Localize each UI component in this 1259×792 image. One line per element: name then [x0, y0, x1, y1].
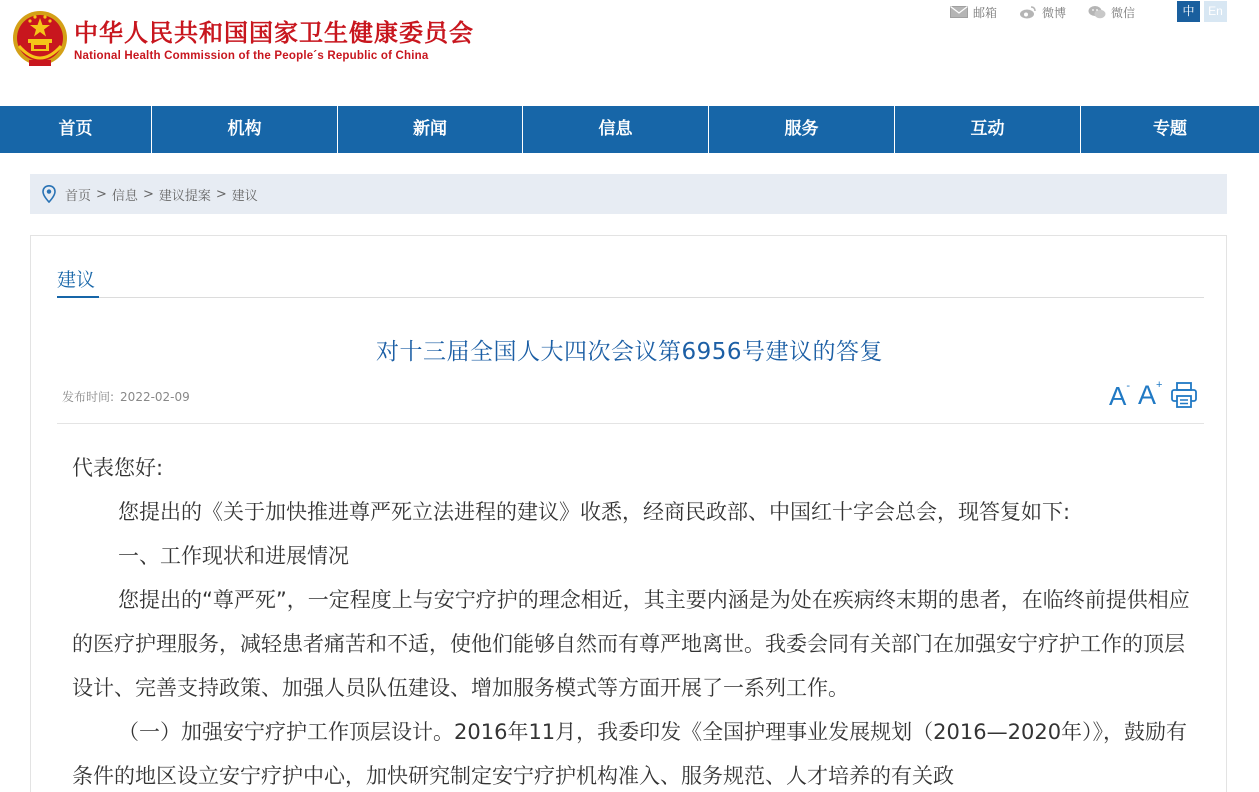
- wechat-link[interactable]: [1088, 4, 1135, 21]
- breadcrumb-home[interactable]: 首页: [65, 188, 92, 204]
- breadcrumb-separator: >: [96, 186, 107, 202]
- font-decrease-sup: -: [1126, 380, 1131, 393]
- lang-zh-button[interactable]: 中: [1177, 1, 1200, 22]
- nav-topics[interactable]: 专题: [1153, 119, 1187, 139]
- national-emblem-icon[interactable]: [11, 8, 69, 70]
- article-paragraph: （一）加强安宁疗护工作顶层设计。2016年11月，我委印发《全国护理事业发展规划（2016—2020年）》，鼓励有条件的地区设立安宁疗护中心，加快研究制定安宁疗护机构准入、服务规范、人才培养的有关政: [72, 720, 1188, 788]
- breadcrumb-proposals[interactable]: 建议提案: [158, 188, 211, 204]
- publish-date: 2022-02-09: [120, 390, 190, 404]
- article-paragraph: 您提出的《关于加快推进尊严死立法进程的建议》收悉，经商民政部、中国红十字会总会，现答复如下:: [118, 500, 1071, 524]
- top-links: [950, 3, 1157, 21]
- section-divider: [57, 297, 1204, 298]
- location-pin-icon: [42, 185, 56, 203]
- nav-institutions[interactable]: 机构: [152, 106, 338, 153]
- nav-information[interactable]: 信息: [523, 106, 709, 153]
- mail-link[interactable]: [950, 4, 997, 21]
- nav-home[interactable]: 首页: [0, 106, 152, 153]
- weibo-label: 微博: [1042, 5, 1067, 20]
- article-title: 对十三届全国人大四次会议第6956号建议的答复: [375, 339, 884, 365]
- section-tab-underline: [57, 296, 99, 298]
- site-header: [0, 0, 1259, 106]
- breadcrumb-separator: >: [142, 186, 154, 202]
- wechat-label: 微信: [1111, 5, 1136, 20]
- font-decrease-button[interactable]: [1109, 380, 1131, 411]
- font-decrease-label: A: [1109, 381, 1127, 411]
- publish-label: 发布时间:: [62, 390, 115, 404]
- wechat-icon: [1088, 5, 1106, 19]
- nav-services[interactable]: 服务: [709, 106, 895, 153]
- lang-en-button[interactable]: En: [1204, 1, 1227, 22]
- main-nav: [0, 106, 1259, 153]
- nav-news[interactable]: 新闻: [338, 106, 523, 153]
- article-salutation: 代表您好:: [72, 456, 164, 480]
- font-increase-sup: +: [1156, 379, 1163, 391]
- breadcrumb-suggestions[interactable]: 建议: [231, 188, 258, 204]
- nav-interaction[interactable]: 互动: [895, 106, 1081, 153]
- weibo-icon: [1019, 5, 1037, 19]
- content-panel: [30, 235, 1227, 792]
- meta-divider: [57, 423, 1204, 424]
- mail-icon: [950, 6, 968, 18]
- article-paragraph: 您提出的“尊严死”，一定程度上与安宁疗护的理念相近，其主要内涵是为处在疾病终末期的患者，在临终前提供相应的医疗护理服务，减轻患者痛苦和不适，使他们能够自然而有尊严地离世。我委会同有关部门在加强安宁疗护工作的顶层设计、完善支持政策、加强人员队伍建设、增加服务模式等方面开展了一系列工作。: [72, 588, 1190, 700]
- article-body: [72, 446, 1192, 792]
- breadcrumb-info[interactable]: 信息: [111, 188, 138, 204]
- breadcrumb-separator: >: [215, 186, 227, 202]
- font-increase-button[interactable]: [1138, 379, 1163, 410]
- article-heading: 一、工作现状和进展情况: [118, 544, 349, 568]
- font-increase-label: A: [1138, 380, 1157, 410]
- publish-meta: [62, 388, 196, 405]
- site-title-en[interactable]: National Health Commission of the People´s Republic of China: [74, 50, 429, 62]
- weibo-link[interactable]: [1019, 4, 1066, 21]
- mail-label: 邮箱: [973, 5, 998, 20]
- print-icon[interactable]: [1170, 381, 1198, 409]
- section-tab[interactable]: 建议: [57, 269, 96, 291]
- breadcrumb: [30, 174, 1227, 214]
- site-title-cn[interactable]: 中华人民共和国国家卫生健康委员会: [74, 19, 474, 47]
- article-tools: [1109, 381, 1198, 409]
